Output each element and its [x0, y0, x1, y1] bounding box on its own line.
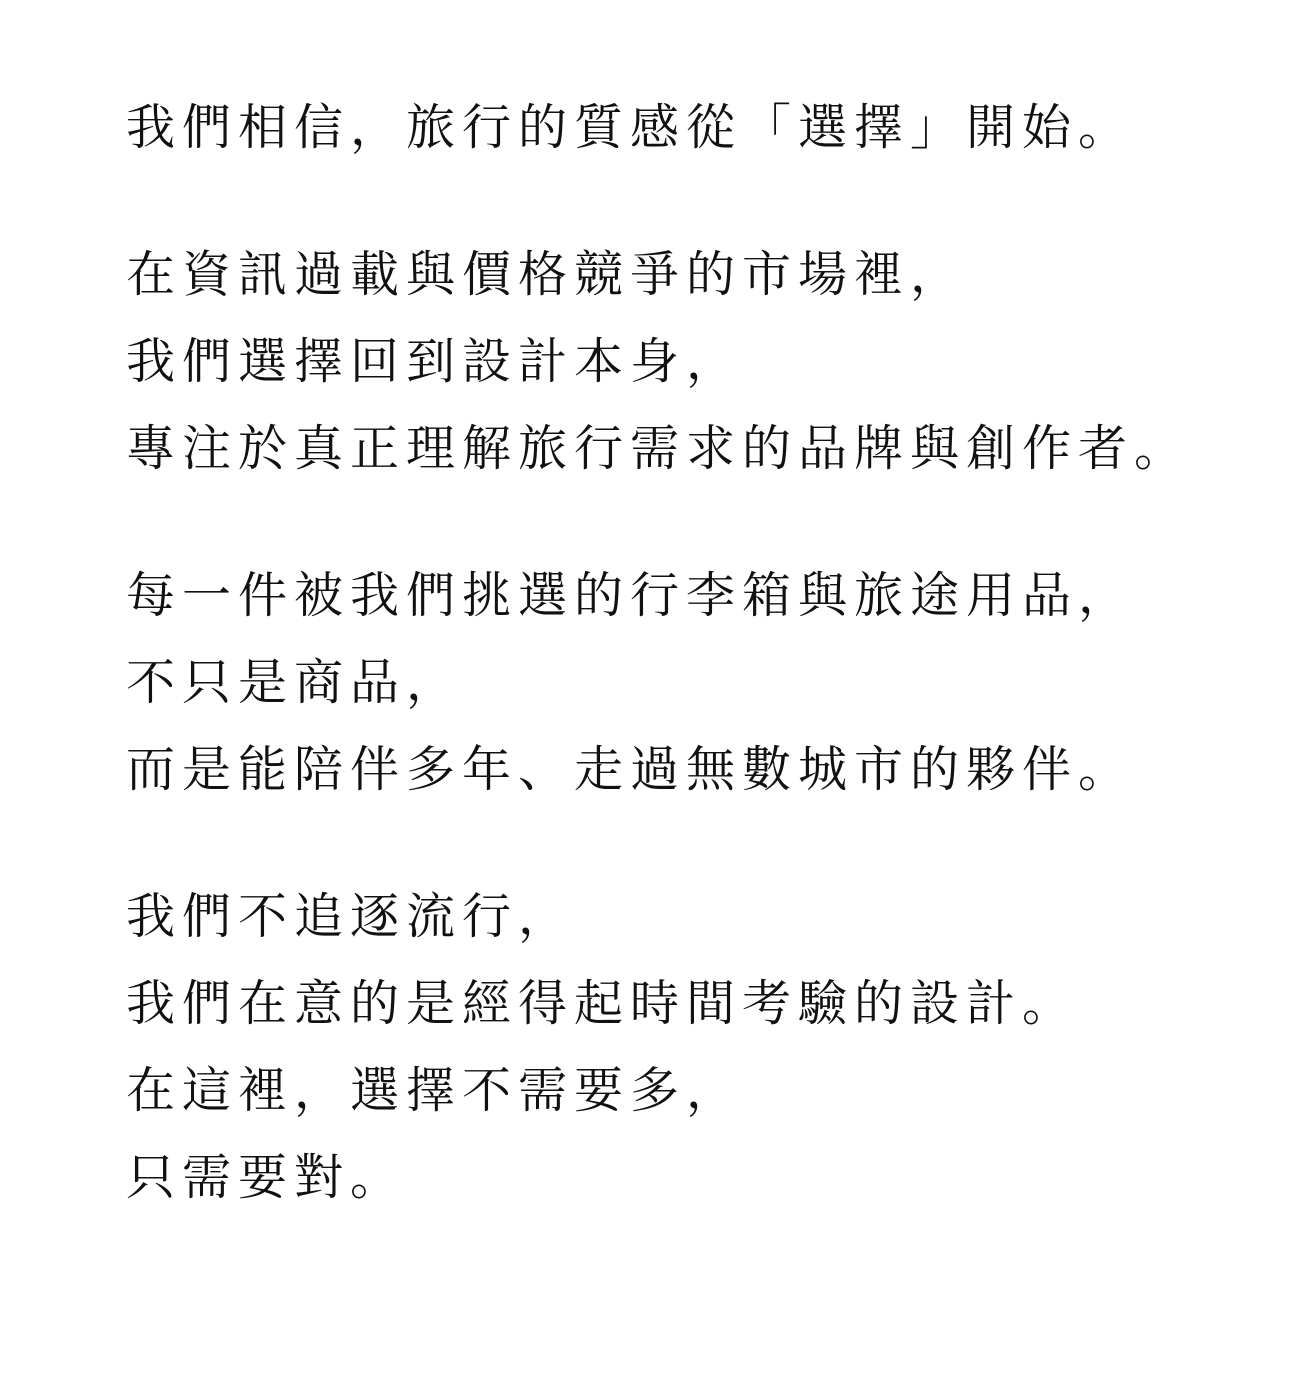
text-line: 在資訊過載與價格競爭的市場裡，	[126, 246, 967, 303]
text-line: 專注於真正理解旅行需求的品牌與創作者。	[126, 420, 1191, 477]
text-line: 我們相信，旅行的質感從「選擇」開始。	[126, 99, 1135, 156]
text-line: 不只是商品，	[126, 654, 463, 711]
text-line: 我們不追逐流行，	[126, 888, 575, 945]
stanza-philosophy	[126, 887, 1266, 1208]
text-line: 每一件被我們挑選的行李箱與旅途用品，	[126, 567, 1135, 624]
statement-text	[126, 98, 1266, 1208]
text-line: 只需要對。	[126, 1149, 407, 1206]
stanza-products	[126, 566, 1266, 800]
text-line: 在這裡，選擇不需要多，	[126, 1062, 743, 1119]
stanza-design-focus	[126, 245, 1266, 479]
text-line: 我們選擇回到設計本身，	[126, 333, 743, 390]
text-line: 我們在意的是經得起時間考驗的設計。	[126, 975, 1079, 1032]
text-line: 而是能陪伴多年、走過無數城市的夥伴。	[126, 741, 1135, 798]
stanza-intro	[126, 98, 1266, 158]
